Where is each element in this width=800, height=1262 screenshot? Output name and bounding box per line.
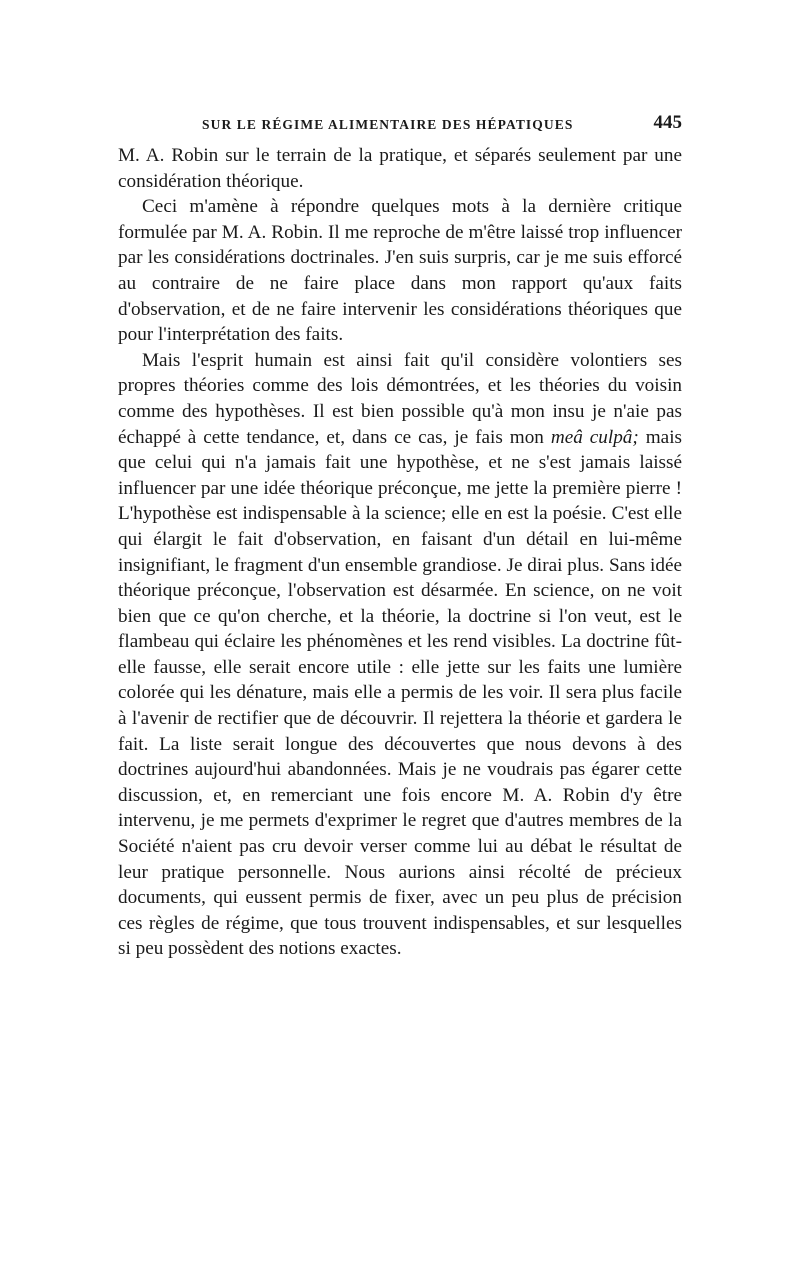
latin-phrase: meâ culpâ; [550,426,639,448]
paragraph-3-part-1: Mais l'esprit humain est ainsi fait qu'il considère volontiers ses propres théories comme des lois démontrées, et les théories du voisin comme des hypothèses. Il est bien possible qu'à mon insu je n'aie pas échappé à cette tendance, et, dans ce cas, je fais mon [118,349,682,448]
paragraph-2: Ceci m'amène à répondre quelques mots à la dernière critique formulée par M. A. Robin. Il me reproche de m'être laissé trop influencer par les considérations doctrinales. J'en suis surpris, car je me suis efforcé au contraire de ne faire place dans mon rapport qu'aux faits d'observation, et de ne faire intervenir les considérations théoriques que pour l'interprétation des faits. [118,196,682,346]
running-title: SUR LE RÉGIME ALIMENTAIRE DES HÉPATIQUES [202,117,574,132]
body-text [118,143,682,962]
paragraph-3 [118,348,682,962]
paragraph-1: M. A. Robin sur le terrain de la pratique, et séparés seulement par une considération théorique. [118,145,682,192]
running-header [118,110,682,140]
book-page [118,110,682,962]
page-number: 445 [653,112,682,133]
paragraph-3-part-2: mais que celui qui n'a jamais fait une hypothèse, et ne s'est jamais laissé influencer par une idée théorique préconçue, me jette la première pierre ! L'hypothèse est indispensable à la science; elle en est la poésie. C'est elle qui élargit le fait d'observation, en faisant d'un détail en lui-même insignifiant, le fragment d'un ensemble grandiose. Je dirai plus. Sans idée théorique préconçue, l'observation est désarmée. En science, on ne voit bien que ce qu'on cherche, et la théorie, la doctrine si l'on veut, est le flambeau qui éclaire les phénomènes et les rend visibles. La doctrine fût-elle fausse, elle serait encore utile : elle jette sur les faits une lumière colorée qui les dénature, mais elle a permis de les voir. Il sera plus facile à l'avenir de rectifier que de découvrir. Il rejettera la théorie et gardera le fait. La liste serait longue des découvertes que nous devons à des doctrines aujourd'hui abandonnées. Mais je ne voudrais pas égarer cette discussion, et, en remerciant une fois encore M. A. Robin d'y être intervenu, je me permets d'exprimer le regret que d'autres membres de la Société n'aient pas cru devoir verser comme lui au débat le résultat de leur pratique personnelle. Nous aurions ainsi récolté de précieux documents, qui eussent permis de fixer, avec un peu plus de précision ces règles de régime, que tous trouvent indispensables, et sur lesquelles si peu possèdent des notions exactes. [118,426,682,960]
